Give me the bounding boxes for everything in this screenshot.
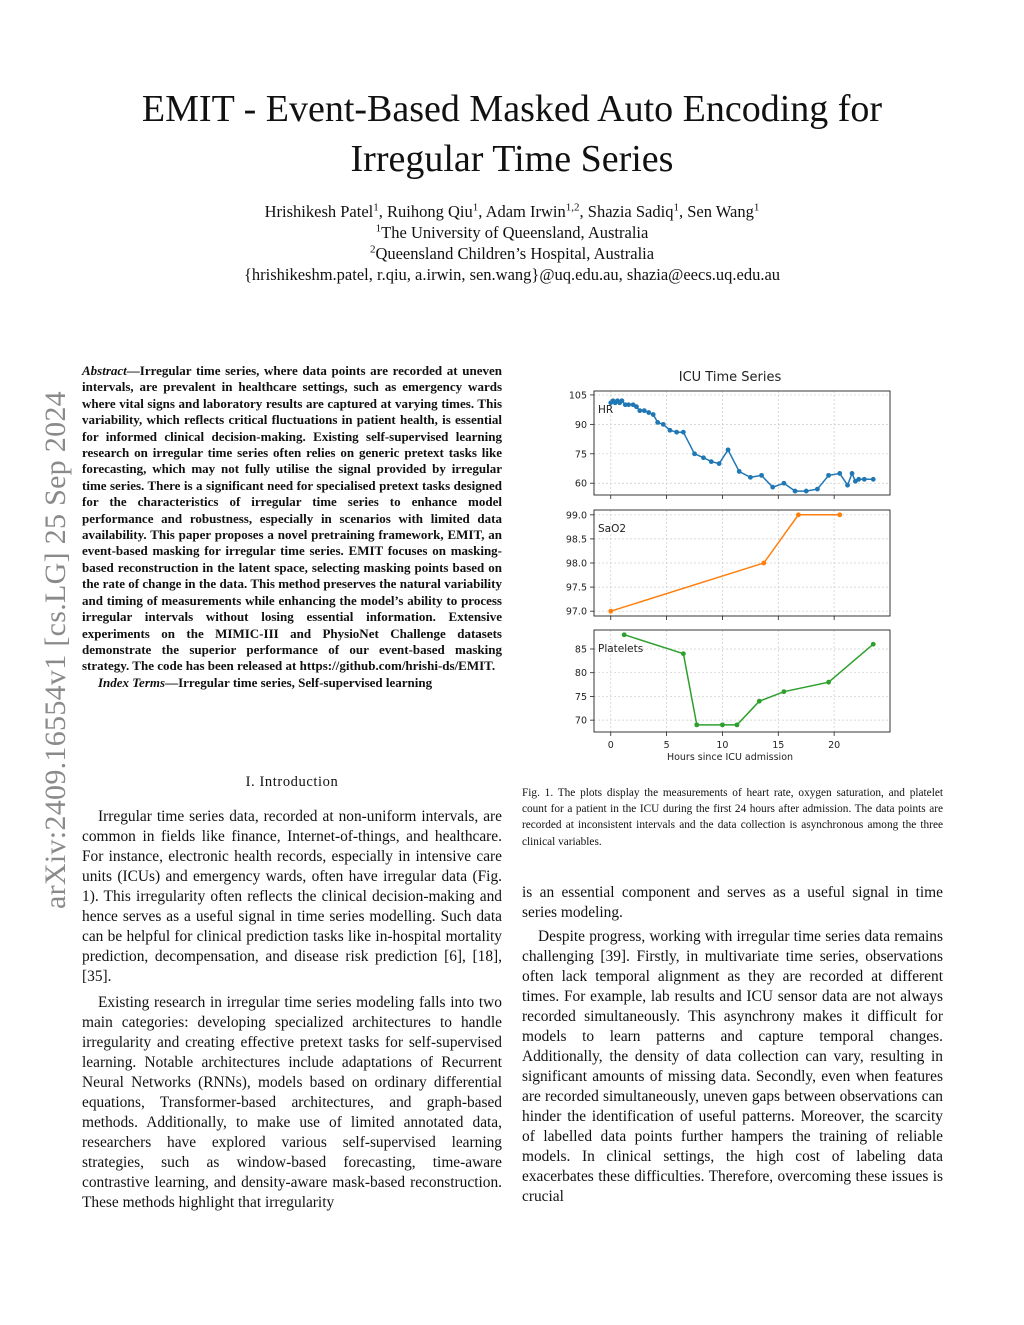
title-line-1: EMIT - Event-Based Masked Auto Encoding for <box>141 88 883 130</box>
author-name: Adam Irwin <box>485 202 566 221</box>
data-point <box>770 485 775 490</box>
y-tick-label: 75 <box>574 449 587 461</box>
y-tick-label: 80 <box>574 668 587 680</box>
figure-1 <box>540 364 910 769</box>
data-point <box>759 473 764 478</box>
author-emails: {hrishikeshm.patel, r.qiu, a.irwin, sen.wang}@uq.edu.au, shazia@eecs.uq.edu.au <box>243 265 781 284</box>
paragraph: Despite progress, working with irregular time series data remains challenging [39]. Firstly, in multivariate time series, observations often lack temporal alignment as they are recorded at different times. For example, lab results and ICU sensor data are not always recorded simultaneously. This asynchrony makes it difficult for models to learn patterns and capture temporal changes. Additionally, the density of data collection can vary, resulting in significant amounts of missing data. Secondly, even when features are recorded simultaneously, uneven gaps between observations can hinder the identification of useful patterns. Moreover, the scarcity of labelled data points further hampers the training of reliable models. In clinical settings, the high cost of labeling data exacerbates these difficulties. Therefore, overcoming these issues is crucial <box>522 928 943 1205</box>
title-line-2: Irregular Time Series <box>350 138 674 180</box>
author-affiliation-mark: 1 <box>753 201 760 214</box>
left-column-body <box>82 758 502 1213</box>
affiliation-2: $^2$Queensland Children’s Hospital, Australia <box>369 243 655 263</box>
data-point <box>642 408 647 413</box>
data-point <box>735 722 740 727</box>
y-tick-label: 99.0 <box>565 510 587 522</box>
data-point <box>646 410 651 415</box>
data-point <box>781 689 786 694</box>
chart-title: ICU Time Series <box>678 370 782 385</box>
y-tick-label: 60 <box>574 478 587 490</box>
data-point <box>781 481 786 486</box>
data-point <box>681 430 686 435</box>
y-tick-label: 97.5 <box>565 582 587 594</box>
data-point <box>815 487 820 492</box>
index-terms <box>82 675 502 691</box>
data-point <box>701 455 706 460</box>
panel-label: SaO2 <box>598 523 627 535</box>
data-point <box>845 483 850 488</box>
affiliation-mark: 1 <box>375 222 382 235</box>
index-terms-text: —Irregular time series, Self-supervised learning <box>165 674 433 690</box>
data-point <box>796 512 801 517</box>
data-point <box>856 477 861 482</box>
data-point <box>709 459 714 464</box>
data-point <box>692 451 697 456</box>
data-point <box>761 561 766 566</box>
author-affiliation-mark: 1 <box>673 201 679 214</box>
author-name: Sen Wang <box>687 202 754 221</box>
data-point <box>826 473 831 478</box>
x-tick-label: 15 <box>772 740 785 751</box>
data-point <box>651 412 656 417</box>
y-tick-label: 98.5 <box>565 534 587 546</box>
data-point <box>634 404 639 409</box>
data-point <box>757 699 762 704</box>
data-point <box>608 609 613 614</box>
paper-title <box>80 84 944 184</box>
affiliation-mark: 2 <box>369 243 376 256</box>
y-tick-label: 85 <box>574 644 587 656</box>
affiliation-1: $^1$The University of Queensland, Australia <box>375 222 649 242</box>
x-tick-label: 10 <box>716 740 729 751</box>
data-point <box>668 428 673 433</box>
data-point <box>871 642 876 647</box>
author-affiliation-mark: 1 <box>373 201 379 214</box>
x-tick-label: 20 <box>828 740 841 751</box>
abstract <box>82 363 502 691</box>
figure-caption: Fig. 1. The plots display the measurements of heart rate, oxygen saturation, and platelet count for a patient in the ICU during the first 24 hours after admission. The data points are recorded at inconsistent intervals and the data collection is asynchronous among the three clinical variables. <box>522 787 943 848</box>
author-list: Hrishikesh Patel$^1$, Ruihong Qiu$^1$, Adam Irwin$^{1,2}$, Shazia Sadiq$^1$, Sen Wang$^1$ <box>264 201 760 221</box>
panel-label: HR <box>598 404 614 416</box>
author-block <box>80 201 944 285</box>
data-point <box>655 420 660 425</box>
data-point <box>637 408 642 413</box>
y-tick-label: 98.0 <box>565 558 587 570</box>
x-tick-label: 5 <box>663 740 670 751</box>
author-affiliation-mark: 1,2 <box>565 201 580 214</box>
series-line-platelets <box>624 635 873 725</box>
author-name: Shazia Sadiq <box>587 202 674 221</box>
data-point <box>620 398 625 403</box>
abstract-body <box>82 363 502 675</box>
data-point <box>694 722 699 727</box>
data-point <box>850 471 855 476</box>
series-line-sao2 <box>611 515 840 611</box>
y-tick-label: 70 <box>574 715 587 727</box>
y-tick-label: 105 <box>568 390 587 402</box>
author-name: Ruihong Qiu <box>387 202 473 221</box>
abstract-text: —Irregular time series, where data points are recorded at uneven intervals, are prevalent in healthcare settings, such as emergency wards where vital signs and laboratory results are captured at varying times. This variability, which reflects critical fluctuations in patient health, is essential for informed clinical decision-making. Existing self-supervised learning research on irregular time series often relies on generic pretext tasks like forecasting, which may not fully utilise the signal provided by irregular time series. There is a significant need for specialised pretext tasks designed for the characteristics of irregular time series to enhance model performance and robustness, especially in scenarios with limited data availability. This paper proposes a novel pretraining framework, EMIT, an event-based masking for irregular time series. EMIT focuses on masking-based reconstruction in the latent space, selecting masking points based on the rate of change in the data. This method preserves the natural variability and timing of measurements while enhancing the model’s ability to process irregular intervals without losing essential information. Extensive experiments on the MIMIC-III and PhysioNet Challenge datasets demonstrate the superior performance of our event-based masking strategy. The code has been released at https://github.com/hrishi-ds/EMIT. <box>82 363 502 674</box>
data-point <box>720 722 725 727</box>
data-point <box>748 475 753 480</box>
chart-x-axis-label: Hours since ICU admission <box>666 752 794 763</box>
data-point <box>626 402 631 407</box>
data-point <box>717 461 722 466</box>
index-terms-label: Index Terms <box>98 674 166 690</box>
paragraph: Irregular time series data, recorded at non-uniform intervals, are common in fields like finance, Internet-of-things, and healthcare. For instance, electronic health records, especially in intensive care units (ICUs) and emergency wards, often have irregular data (Fig. 1). This irregularity often reflects the clinical decision-making and hence serves as a useful signal in time series modelling. Such data can be helpful for clinical prediction tasks like in-hospital mortality prediction, decompensation, and disease risk prediction [6], [18], [35]. <box>82 808 502 985</box>
data-point <box>862 477 867 482</box>
author-affiliation-mark: 1 <box>472 201 479 214</box>
author-name: Hrishikesh Patel <box>264 202 374 221</box>
data-point <box>737 469 742 474</box>
data-point <box>622 632 627 637</box>
right-column-body <box>522 883 943 1207</box>
data-point <box>826 680 831 685</box>
icu-time-series-chart <box>540 364 910 764</box>
data-point <box>837 512 842 517</box>
arxiv-stamp: arXiv:2409.16554v1 [cs.LG] 25 Sep 2024 <box>39 391 72 910</box>
abstract-label: Abstract <box>82 363 127 378</box>
data-point <box>726 447 731 452</box>
paragraph: Existing research in irregular time series modeling falls into two main categories: developing specialized architectures to handle irregularity and creating effective pretext tasks for self-supervised learning. Notable architectures include adaptations of Recurrent Neural Networks (RNNs), models based on ordinary differential equations, Transformer-based architectures, and graph-based methods. Additionally, to make use of limited annotated data, researchers have explored various self-supervised learning strategies, such as window-based forecasting, time-aware contrastive learning, and density-aware mask-based reconstruction. These methods highlight that irregularity <box>82 994 502 1211</box>
y-tick-label: 97.0 <box>565 606 587 618</box>
data-point <box>681 651 686 656</box>
data-point <box>837 471 842 476</box>
panel-label: Platelets <box>598 643 644 655</box>
paragraph: is an essential component and serves as a useful signal in time series modeling. <box>522 884 943 921</box>
data-point <box>871 477 876 482</box>
data-point <box>804 489 809 494</box>
section-heading: I. Introduction <box>245 774 339 790</box>
data-point <box>674 430 679 435</box>
data-point <box>661 422 666 427</box>
data-point <box>793 489 798 494</box>
y-tick-label: 75 <box>574 691 587 703</box>
x-tick-label: 0 <box>607 740 614 751</box>
y-tick-label: 90 <box>574 419 587 431</box>
